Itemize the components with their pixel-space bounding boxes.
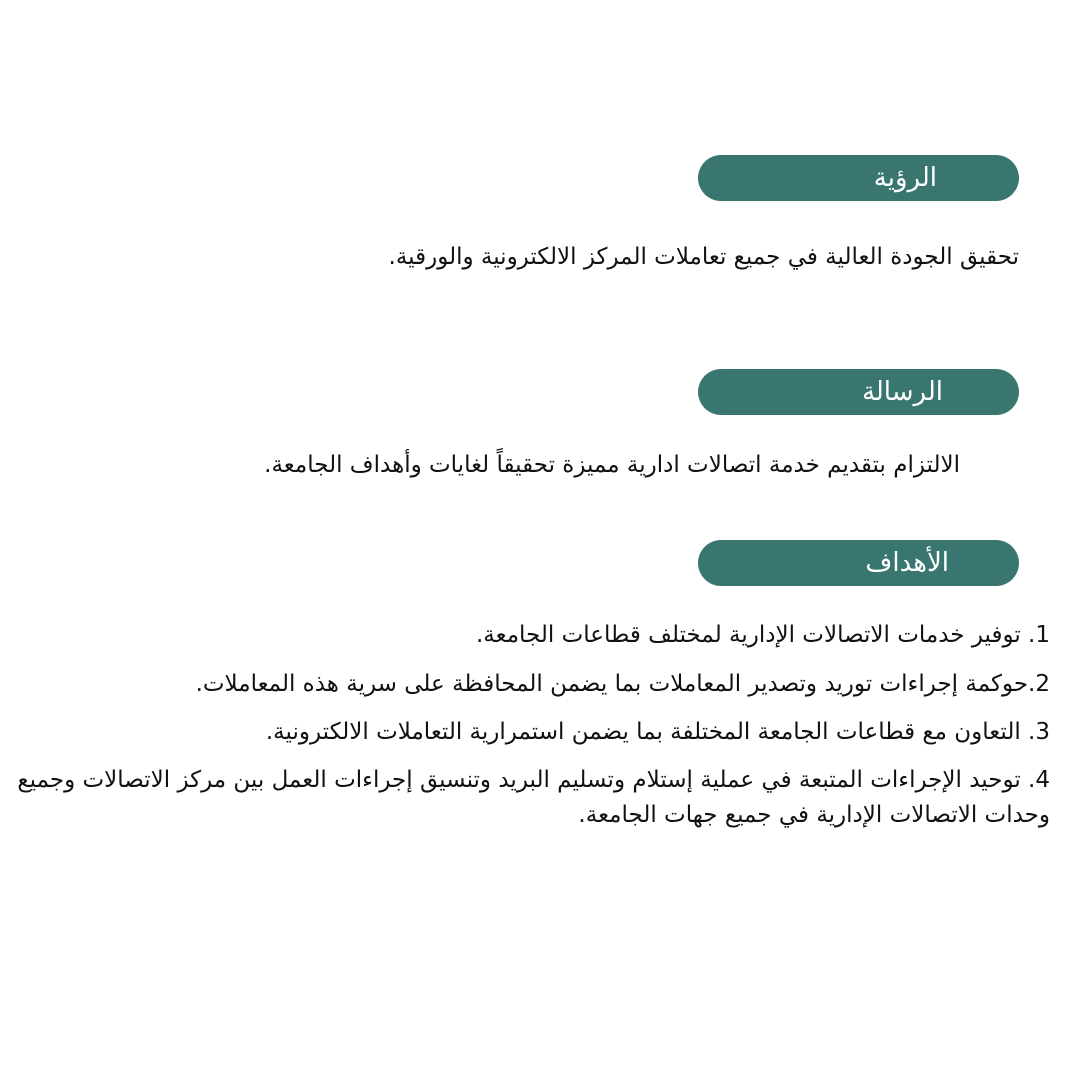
goal-item: 2.حوكمة إجراءات توريد وتصدير المعاملات بما يضمن المحافظة على سرية هذه المعاملات. (195, 671, 1050, 697)
goals-heading: الأهداف (865, 548, 949, 578)
mission-heading-pill (698, 369, 1019, 415)
vision-text: تحقيق الجودة العالية في جميع تعاملات المركز الالكترونية والورقية. (388, 244, 1019, 270)
vision-heading: الرؤية (873, 163, 937, 193)
goal-item: 4. توحيد الإجراءات المتبعة في عملية إستلام وتسليم البريد وتنسيق إجراءات العمل بين مركز الاتصالات وجميع وحدات الاتصالات الإدارية في جميع جهات الجامعة. (17, 767, 1050, 828)
goal-item: 1. توفير خدمات الاتصالات الإدارية لمختلف قطاعات الجامعة. (476, 622, 1050, 648)
mission-heading: الرسالة (861, 377, 943, 407)
goals-heading-pill (698, 540, 1019, 586)
mission-text: الالتزام بتقديم خدمة اتصالات ادارية مميزة تحقيقاً لغايات وأهداف الجامعة. (264, 452, 960, 478)
goal-item: 3. التعاون مع قطاعات الجامعة المختلفة بما يضمن استمرارية التعاملات الالكترونية. (265, 719, 1050, 745)
vision-heading-pill (698, 155, 1019, 201)
